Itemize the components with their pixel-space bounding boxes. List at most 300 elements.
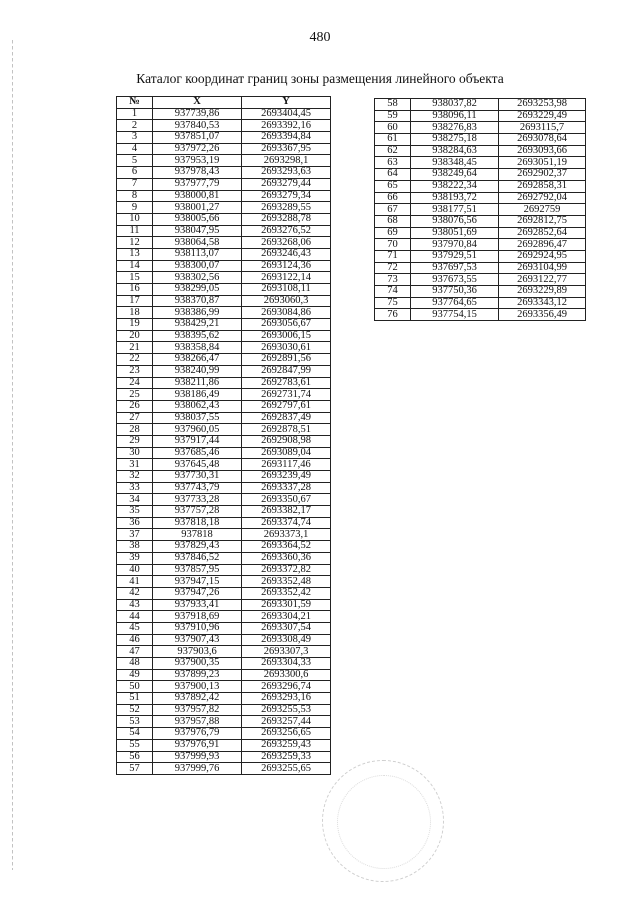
cell-number: 36: [117, 517, 153, 529]
cell-y: 2693056,67: [242, 319, 331, 331]
cell-y: 2692902,37: [499, 169, 586, 181]
cell-number: 52: [117, 704, 153, 716]
cell-y: 2693372,82: [242, 564, 331, 576]
cell-y: 2693124,36: [242, 260, 331, 272]
cell-y: 2693293,16: [242, 693, 331, 705]
cell-number: 40: [117, 564, 153, 576]
coordinates-table-right: [374, 98, 586, 321]
cell-x: 938193,72: [411, 192, 499, 204]
cell-x: 937947,15: [153, 576, 242, 588]
cell-x: 937977,79: [153, 178, 242, 190]
cell-x: 937933,41: [153, 599, 242, 611]
cell-y: 2693122,14: [242, 272, 331, 284]
cell-number: 41: [117, 576, 153, 588]
cell-y: 2693289,55: [242, 202, 331, 214]
table-row: [117, 365, 331, 377]
table-row: [375, 239, 586, 251]
table-row: [375, 180, 586, 192]
cell-y: 2693307,3: [242, 646, 331, 658]
table-row: [117, 108, 331, 120]
column-header-y: Y: [242, 97, 331, 109]
cell-y: 2693078,64: [499, 134, 586, 146]
cell-y: 2693304,33: [242, 658, 331, 670]
cell-number: 76: [375, 309, 411, 321]
table-row: [117, 424, 331, 436]
cell-x: 938386,99: [153, 307, 242, 319]
table-row: [117, 482, 331, 494]
cell-y: 2693394,84: [242, 132, 331, 144]
table-row: [375, 157, 586, 169]
cell-y: 2693382,17: [242, 506, 331, 518]
table-row: [117, 319, 331, 331]
cell-y: 2693279,34: [242, 190, 331, 202]
cell-number: 14: [117, 260, 153, 272]
table-row: [375, 134, 586, 146]
cell-x: 938037,82: [411, 99, 499, 111]
cell-number: 51: [117, 693, 153, 705]
table-row: [117, 599, 331, 611]
cell-number: 31: [117, 459, 153, 471]
cell-number: 71: [375, 250, 411, 262]
cell-x: 937750,36: [411, 286, 499, 298]
cell-x: 938240,99: [153, 365, 242, 377]
cell-number: 11: [117, 225, 153, 237]
cell-number: 30: [117, 447, 153, 459]
table-row: [117, 739, 331, 751]
cell-y: 2692837,49: [242, 412, 331, 424]
cell-x: 938211,86: [153, 377, 242, 389]
cell-x: 938300,07: [153, 260, 242, 272]
cell-number: 22: [117, 354, 153, 366]
table-row: [375, 250, 586, 262]
cell-x: 938000,81: [153, 190, 242, 202]
table-row: [117, 354, 331, 366]
cell-number: 67: [375, 204, 411, 216]
cell-y: 2693350,67: [242, 494, 331, 506]
cell-number: 45: [117, 622, 153, 634]
cell-y: 2693255,65: [242, 763, 331, 775]
cell-x: 937818,18: [153, 517, 242, 529]
table-row: [117, 377, 331, 389]
cell-x: 937900,35: [153, 658, 242, 670]
cell-y: 2693308,49: [242, 634, 331, 646]
table-row: [117, 330, 331, 342]
cell-number: 33: [117, 482, 153, 494]
cell-x: 938047,95: [153, 225, 242, 237]
cell-number: 5: [117, 155, 153, 167]
cell-number: 7: [117, 178, 153, 190]
cell-y: 2693352,48: [242, 576, 331, 588]
cell-number: 4: [117, 143, 153, 155]
cell-x: 938005,66: [153, 213, 242, 225]
cell-y: 2692847,99: [242, 365, 331, 377]
stamp-inner-ring: [337, 775, 431, 869]
cell-number: 10: [117, 213, 153, 225]
cell-x: 938395,62: [153, 330, 242, 342]
cell-x: 937730,31: [153, 471, 242, 483]
cell-number: 16: [117, 284, 153, 296]
cell-number: 12: [117, 237, 153, 249]
table-row: [117, 260, 331, 272]
cell-x: 937953,19: [153, 155, 242, 167]
cell-y: 2693084,86: [242, 307, 331, 319]
cell-x: 938062,43: [153, 400, 242, 412]
cell-y: 2693337,28: [242, 482, 331, 494]
cell-y: 2692896,47: [499, 239, 586, 251]
cell-number: 21: [117, 342, 153, 354]
cell-x: 937892,42: [153, 693, 242, 705]
table-row: [117, 155, 331, 167]
table-row: [117, 704, 331, 716]
cell-y: 2693288,78: [242, 213, 331, 225]
cell-x: 938370,87: [153, 295, 242, 307]
table-row: [117, 564, 331, 576]
table-row: [117, 284, 331, 296]
table-row: [117, 178, 331, 190]
cell-x: 937697,53: [411, 262, 499, 274]
cell-number: 3: [117, 132, 153, 144]
cell-number: 38: [117, 541, 153, 553]
cell-x: 937999,76: [153, 763, 242, 775]
table-row: [117, 225, 331, 237]
cell-x: 937818: [153, 529, 242, 541]
cell-y: 2693030,61: [242, 342, 331, 354]
cell-y: 2693259,33: [242, 751, 331, 763]
table-row: [117, 693, 331, 705]
cell-number: 59: [375, 110, 411, 122]
cell-x: 937685,46: [153, 447, 242, 459]
cell-x: 938064,58: [153, 237, 242, 249]
cell-y: 2693117,46: [242, 459, 331, 471]
cell-y: 2692891,56: [242, 354, 331, 366]
cell-number: 47: [117, 646, 153, 658]
cell-y: 2693356,49: [499, 309, 586, 321]
cell-y: 2693343,12: [499, 297, 586, 309]
table-header-row: [117, 97, 331, 109]
cell-x: 937857,95: [153, 564, 242, 576]
cell-number: 72: [375, 262, 411, 274]
cell-number: 65: [375, 180, 411, 192]
cell-x: 938302,56: [153, 272, 242, 284]
cell-x: 937910,96: [153, 622, 242, 634]
cell-y: 2693293,63: [242, 167, 331, 179]
cell-x: 938299,05: [153, 284, 242, 296]
table-row: [117, 143, 331, 155]
cell-number: 28: [117, 424, 153, 436]
cell-number: 50: [117, 681, 153, 693]
table-row: [117, 552, 331, 564]
cell-number: 35: [117, 506, 153, 518]
cell-x: 937743,79: [153, 482, 242, 494]
cell-y: 2693404,45: [242, 108, 331, 120]
cell-number: 23: [117, 365, 153, 377]
table-row: [375, 204, 586, 216]
cell-number: 8: [117, 190, 153, 202]
table-row: [117, 295, 331, 307]
cell-x: 938096,11: [411, 110, 499, 122]
table-row: [117, 506, 331, 518]
cell-y: 2693304,21: [242, 611, 331, 623]
table-row: [117, 646, 331, 658]
table-row: [117, 248, 331, 260]
cell-x: 938275,18: [411, 134, 499, 146]
cell-y: 2693301,59: [242, 599, 331, 611]
table-row: [117, 167, 331, 179]
cell-number: 43: [117, 599, 153, 611]
cell-number: 29: [117, 435, 153, 447]
cell-number: 37: [117, 529, 153, 541]
cell-y: 2693300,6: [242, 669, 331, 681]
scan-margin-line: [12, 40, 13, 870]
cell-y: 2693229,89: [499, 286, 586, 298]
cell-number: 48: [117, 658, 153, 670]
table-row: [117, 471, 331, 483]
cell-x: 938249,64: [411, 169, 499, 181]
cell-number: 55: [117, 739, 153, 751]
cell-y: 2693392,16: [242, 120, 331, 132]
cell-y: 2693360,36: [242, 552, 331, 564]
cell-x: 938076,56: [411, 215, 499, 227]
cell-number: 27: [117, 412, 153, 424]
cell-x: 937999,93: [153, 751, 242, 763]
cell-x: 937733,28: [153, 494, 242, 506]
cell-number: 68: [375, 215, 411, 227]
cell-number: 32: [117, 471, 153, 483]
cell-x: 937851,07: [153, 132, 242, 144]
table-row: [117, 634, 331, 646]
table-row: [117, 587, 331, 599]
cell-number: 9: [117, 202, 153, 214]
table-row: [117, 611, 331, 623]
cell-y: 2692783,61: [242, 377, 331, 389]
cell-number: 61: [375, 134, 411, 146]
cell-x: 937917,44: [153, 435, 242, 447]
cell-y: 2693373,1: [242, 529, 331, 541]
cell-x: 938348,45: [411, 157, 499, 169]
cell-x: 937840,53: [153, 120, 242, 132]
cell-x: 938051,69: [411, 227, 499, 239]
cell-y: 2693108,11: [242, 284, 331, 296]
table-row: [117, 751, 331, 763]
cell-number: 46: [117, 634, 153, 646]
cell-y: 2692852,64: [499, 227, 586, 239]
table-row: [117, 728, 331, 740]
cell-number: 62: [375, 145, 411, 157]
table-row: [375, 297, 586, 309]
table-row: [117, 576, 331, 588]
cell-y: 2693246,43: [242, 248, 331, 260]
cell-y: 2693115,7: [499, 122, 586, 134]
table-row: [375, 145, 586, 157]
cell-y: 2692924,95: [499, 250, 586, 262]
table-row: [117, 213, 331, 225]
cell-x: 938001,27: [153, 202, 242, 214]
cell-number: 63: [375, 157, 411, 169]
cell-x: 937754,15: [411, 309, 499, 321]
cell-number: 44: [117, 611, 153, 623]
cell-x: 937957,82: [153, 704, 242, 716]
cell-y: 2692797,61: [242, 400, 331, 412]
table-row: [117, 622, 331, 634]
cell-x: 938276,83: [411, 122, 499, 134]
cell-y: 2693255,53: [242, 704, 331, 716]
table-row: [117, 447, 331, 459]
table-row: [117, 494, 331, 506]
cell-y: 2692908,98: [242, 435, 331, 447]
table-row: [375, 227, 586, 239]
cell-y: 2693367,95: [242, 143, 331, 155]
table-row: [117, 716, 331, 728]
cell-y: 2693298,1: [242, 155, 331, 167]
cell-number: 20: [117, 330, 153, 342]
cell-number: 49: [117, 669, 153, 681]
cell-number: 13: [117, 248, 153, 260]
cell-x: 938284,63: [411, 145, 499, 157]
cell-x: 938222,34: [411, 180, 499, 192]
cell-x: 937976,91: [153, 739, 242, 751]
table-row: [375, 99, 586, 111]
cell-number: 54: [117, 728, 153, 740]
table-row: [117, 237, 331, 249]
coordinates-table-left: [116, 96, 331, 775]
table-row: [375, 262, 586, 274]
cell-number: 74: [375, 286, 411, 298]
table-row: [117, 681, 331, 693]
table-row: [375, 110, 586, 122]
cell-y: 2692878,51: [242, 424, 331, 436]
table-row: [117, 132, 331, 144]
table-row: [117, 517, 331, 529]
stamp-seal: [322, 760, 444, 882]
table-row: [117, 202, 331, 214]
cell-y: 2693352,42: [242, 587, 331, 599]
cell-number: 6: [117, 167, 153, 179]
cell-y: 2693006,15: [242, 330, 331, 342]
cell-number: 15: [117, 272, 153, 284]
table-row: [117, 763, 331, 775]
table-row: [117, 120, 331, 132]
cell-x: 937739,86: [153, 108, 242, 120]
table-row: [117, 529, 331, 541]
page-number: 480: [309, 30, 331, 45]
table-row: [375, 309, 586, 321]
table-row: [117, 400, 331, 412]
table-row: [375, 192, 586, 204]
cell-y: 2692759: [499, 204, 586, 216]
cell-number: 60: [375, 122, 411, 134]
cell-number: 24: [117, 377, 153, 389]
column-header-number: №: [117, 97, 153, 109]
cell-y: 2693256,65: [242, 728, 331, 740]
cell-number: 58: [375, 99, 411, 111]
cell-x: 937757,28: [153, 506, 242, 518]
cell-y: 2692812,75: [499, 215, 586, 227]
cell-number: 2: [117, 120, 153, 132]
cell-y: 2693051,19: [499, 157, 586, 169]
cell-x: 937957,88: [153, 716, 242, 728]
table-row: [375, 122, 586, 134]
cell-y: 2693239,49: [242, 471, 331, 483]
cell-number: 18: [117, 307, 153, 319]
cell-x: 937764,65: [411, 297, 499, 309]
cell-x: 937907,43: [153, 634, 242, 646]
cell-x: 937899,23: [153, 669, 242, 681]
cell-x: 938358,84: [153, 342, 242, 354]
cell-x: 937900,13: [153, 681, 242, 693]
table-row: [117, 307, 331, 319]
cell-x: 938113,07: [153, 248, 242, 260]
cell-x: 937960,05: [153, 424, 242, 436]
cell-y: 2693268,06: [242, 237, 331, 249]
cell-y: 2693374,74: [242, 517, 331, 529]
table-row: [117, 412, 331, 424]
table-row: [117, 435, 331, 447]
column-header-x: X: [153, 97, 242, 109]
cell-x: 937673,55: [411, 274, 499, 286]
table-row: [117, 669, 331, 681]
cell-x: 938186,49: [153, 389, 242, 401]
cell-x: 937972,26: [153, 143, 242, 155]
cell-number: 57: [117, 763, 153, 775]
table-row: [117, 389, 331, 401]
cell-number: 53: [117, 716, 153, 728]
cell-number: 19: [117, 319, 153, 331]
table-row: [117, 459, 331, 471]
cell-y: 2693296,74: [242, 681, 331, 693]
cell-x: 937929,51: [411, 250, 499, 262]
cell-number: 26: [117, 400, 153, 412]
cell-number: 25: [117, 389, 153, 401]
cell-number: 64: [375, 169, 411, 181]
cell-y: 2693253,98: [499, 99, 586, 111]
cell-y: 2692731,74: [242, 389, 331, 401]
cell-x: 937976,79: [153, 728, 242, 740]
cell-y: 2693089,04: [242, 447, 331, 459]
page-title: Каталог координат границ зоны размещения линейного объекта: [136, 71, 504, 86]
cell-y: 2693229,49: [499, 110, 586, 122]
cell-y: 2693122,77: [499, 274, 586, 286]
cell-y: 2693093,66: [499, 145, 586, 157]
cell-number: 66: [375, 192, 411, 204]
table-row: [117, 541, 331, 553]
cell-number: 56: [117, 751, 153, 763]
cell-y: 2693259,43: [242, 739, 331, 751]
cell-x: 938177,51: [411, 204, 499, 216]
cell-number: 75: [375, 297, 411, 309]
cell-x: 937829,43: [153, 541, 242, 553]
table-row: [375, 274, 586, 286]
cell-number: 70: [375, 239, 411, 251]
cell-y: 2693060,3: [242, 295, 331, 307]
cell-x: 937645,48: [153, 459, 242, 471]
cell-y: 2693279,44: [242, 178, 331, 190]
cell-y: 2692858,31: [499, 180, 586, 192]
cell-number: 69: [375, 227, 411, 239]
cell-number: 1: [117, 108, 153, 120]
table-row: [117, 190, 331, 202]
cell-y: 2693257,44: [242, 716, 331, 728]
cell-x: 937978,43: [153, 167, 242, 179]
cell-x: 938429,21: [153, 319, 242, 331]
cell-number: 17: [117, 295, 153, 307]
cell-x: 937846,52: [153, 552, 242, 564]
cell-y: 2692792,04: [499, 192, 586, 204]
cell-y: 2693307,54: [242, 622, 331, 634]
cell-x: 937903,6: [153, 646, 242, 658]
cell-y: 2693104,99: [499, 262, 586, 274]
table-row: [375, 215, 586, 227]
table-row: [117, 658, 331, 670]
